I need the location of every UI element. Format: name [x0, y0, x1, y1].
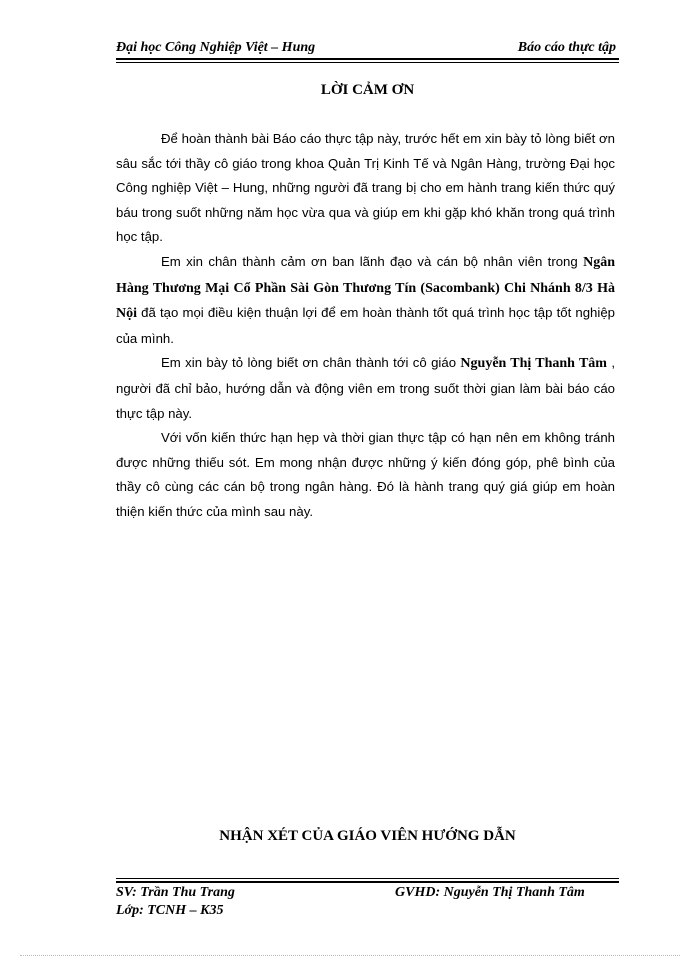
paragraph-1: Để hoàn thành bài Báo cáo thực tập này, trước hết em xin bày tỏ lòng biết ơn sâu sắc tới thầy cô giáo trong khoa Quản Trị Kinh Tế và Ngân Hàng, trường Đại học Công nghiệp Việt – Hung, những người đã trang bị cho em hành trang kiến thức quý báu trong suốt những năm học vừa qua và giúp em khi gặp khó khăn trong quá trình học tập. [116, 131, 615, 245]
page-bottom-edge [20, 955, 680, 956]
paragraph-2-intro: Em xin chân thành cảm ơn ban lãnh đạo và cán bộ nhân viên trong [161, 253, 584, 269]
footer-rule-thin [116, 878, 619, 879]
header-rule-thin [116, 62, 619, 63]
acknowledgement-body [116, 127, 615, 525]
footer-rule-thick [116, 881, 619, 883]
page-title: LỜI CẢM ƠN [320, 82, 415, 98]
paragraph-3-intro: Em xin bày tỏ lòng biết ơn chân thành tới cô giáo [161, 355, 461, 371]
paragraph-4: Với vốn kiến thức hạn hẹp và thời gian thực tập có hạn nên em không tránh được những thiếu sót. Em mong nhận được những ý kiến đóng góp, phê bình của thầy cô cùng các cán bộ trong ngân hàng. Đó là hành trang quý giá giúp em hoàn thiện kiến thức của mình sau này. [116, 430, 615, 519]
paragraph-2-rest: đã tạo mọi điều kiện thuận lợi để em hoàn thành tốt quá trình học tập tốt nghiệp của mình. [116, 305, 615, 346]
header-report-type: Báo cáo thực tập [517, 40, 616, 55]
advisor-comment-heading: NHẬN XÉT CỦA GIÁO VIÊN HƯỚNG DẪN [219, 828, 516, 844]
page-header [116, 40, 616, 60]
paragraph-3-rest: , người đã chỉ bảo, hướng dẫn và động viên em trong suốt thời gian làm bài báo cáo thực tập này. [116, 355, 615, 421]
bank-name: Ngân Hàng Thương Mại Cổ Phần Sài Gòn Thương Tín (Sacombank) Chi Nhánh 8/3 Hà Nội [116, 254, 615, 322]
footer-advisor: GVHD: Nguyễn Thị Thanh Tâm [395, 885, 585, 900]
paragraph-3 [116, 351, 615, 426]
paragraph-2 [116, 250, 615, 351]
header-rule-thick [116, 58, 619, 60]
footer-student: SV: Trần Thu Trang [116, 885, 235, 900]
footer-class: Lớp: TCNH – K35 [116, 903, 224, 918]
header-university: Đại học Công Nghiệp Việt – Hung [116, 40, 316, 55]
advisor-name: Nguyễn Thị Thanh Tâm [460, 356, 607, 372]
